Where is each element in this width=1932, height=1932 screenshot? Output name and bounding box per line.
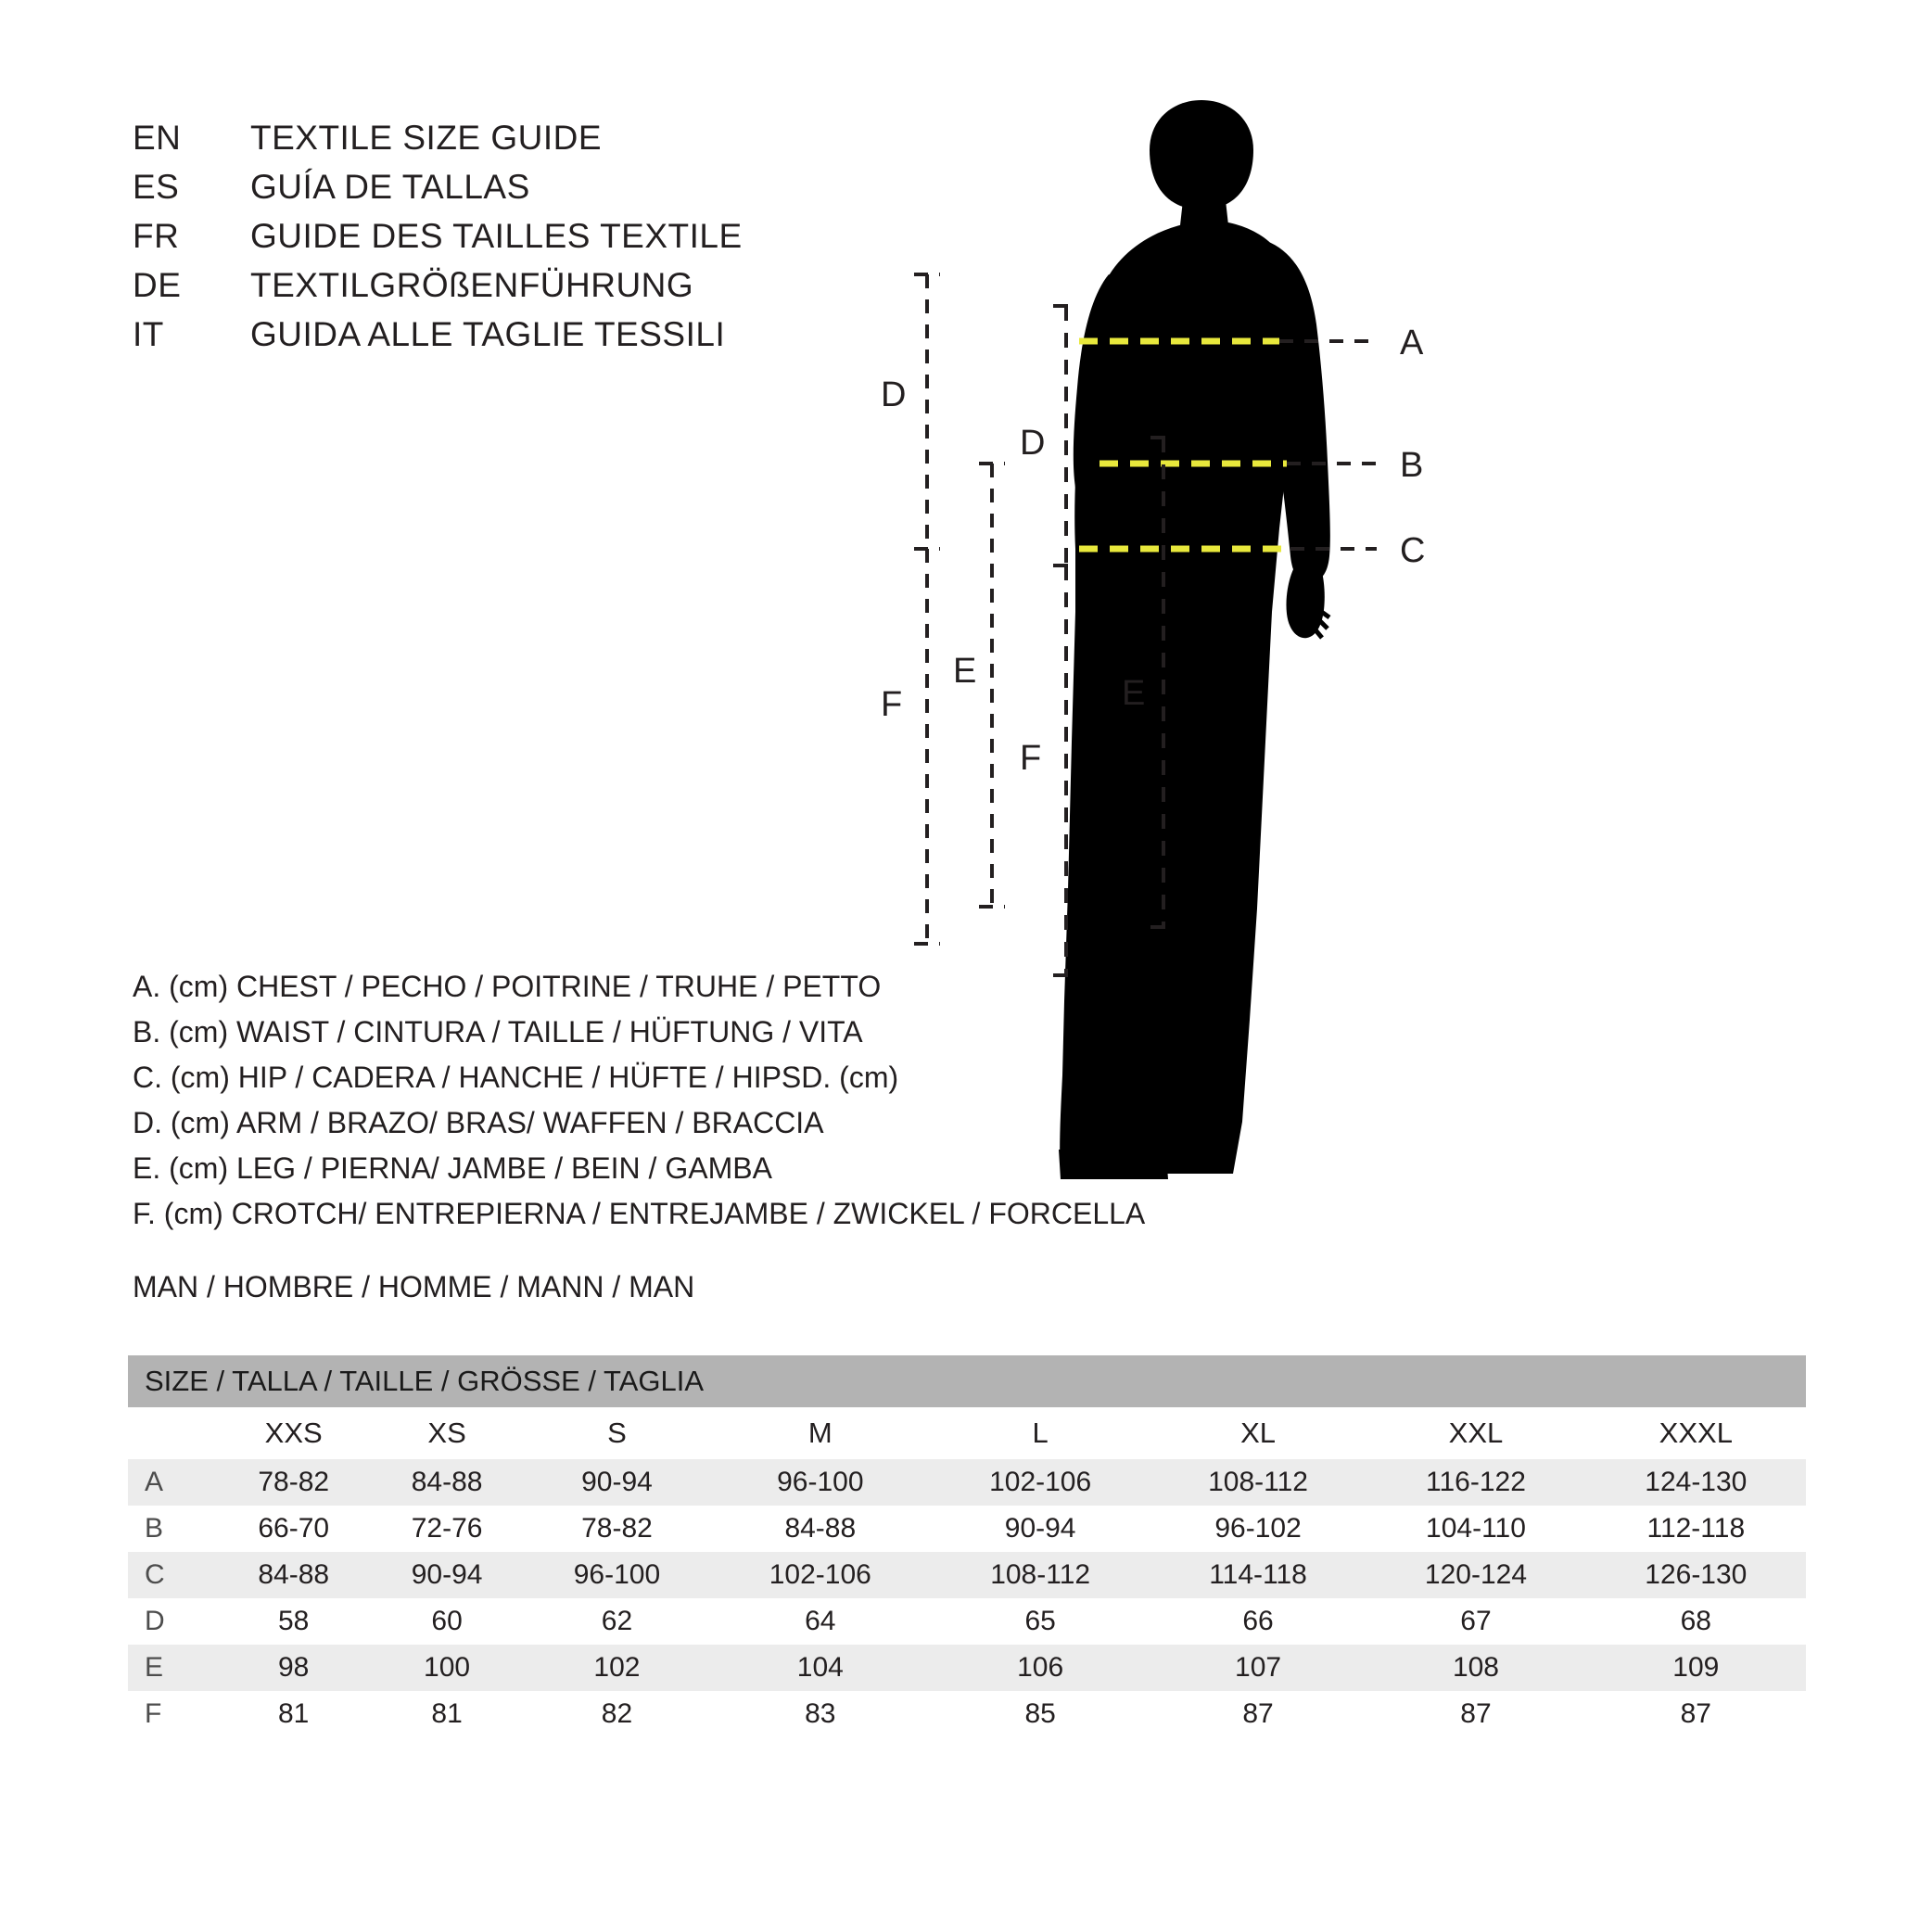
bracket-label-f: F [881,685,903,724]
bracket-label-e: E [953,652,977,691]
cell-b-m: 84-88 [710,1506,930,1552]
measurement-legend [133,964,1145,1237]
cell-c-xxl: 120-124 [1366,1552,1585,1598]
cell-b-xl: 96-102 [1150,1506,1366,1552]
cell-d-xs: 60 [370,1598,523,1645]
table-header-band [128,1355,1806,1407]
title-row-es [133,168,743,217]
cell-c-s: 96-100 [524,1552,710,1598]
cell-c-xxxl: 126-130 [1586,1552,1806,1598]
legend-item-d: D. (cm) ARM / BRAZO/ BRAS/ WAFFEN / BRACCIA [133,1106,824,1139]
title-text-fr: GUIDE DES TAILLES TEXTILE [250,217,743,255]
cell-c-xxs: 84-88 [217,1552,370,1598]
cell-f-xxs: 81 [217,1691,370,1737]
cell-f-l: 85 [930,1691,1150,1737]
table-row-e [128,1645,1806,1691]
cell-f-m: 83 [710,1691,930,1737]
cell-d-xl: 66 [1150,1598,1366,1645]
cell-a-xxs: 78-82 [217,1459,370,1506]
title-text-es: GUÍA DE TALLAS [250,168,530,206]
bracket-overlay [1020,278,1261,1205]
gender-label: MAN / HOMBRE / HOMME / MANN / MAN [133,1270,695,1303]
table-header-label: SIZE / TALLA / TAILLE / GRÖSSE / TAGLIA [128,1355,1806,1407]
bracket-e-label: E [1122,674,1146,713]
row-letter-a: A [128,1459,217,1506]
cell-d-xxl: 67 [1366,1598,1585,1645]
size-header-xxxl: XXXL [1586,1407,1806,1459]
title-row-de [133,266,743,315]
table-row-a [128,1459,1806,1506]
bracket-d [914,274,940,549]
cell-d-xxs: 58 [217,1598,370,1645]
cell-a-s: 90-94 [524,1459,710,1506]
bracket-d-label: D [1020,424,1046,463]
cell-a-xxl: 116-122 [1366,1459,1585,1506]
cell-c-xl: 114-118 [1150,1552,1366,1598]
bracket-e [979,464,1005,907]
cell-d-s: 62 [524,1598,710,1645]
cell-b-xxxl: 112-118 [1586,1506,1806,1552]
cell-e-l: 106 [930,1645,1150,1691]
title-lang-es: ES [133,168,180,206]
row-letter-e: E [128,1645,217,1691]
title-row-it [133,315,743,364]
cell-a-m: 96-100 [710,1459,930,1506]
title-lang-fr: FR [133,217,180,255]
cell-e-xs: 100 [370,1645,523,1691]
bracket-d-line [1053,306,1079,566]
size-header-xl: XL [1150,1407,1366,1459]
row-letter-b: B [128,1506,217,1552]
legend-item-e: E. (cm) LEG / PIERNA/ JAMBE / BEIN / GAMBA [133,1151,772,1185]
table-row-d [128,1598,1806,1645]
size-header-l: L [930,1407,1150,1459]
title-text-de: TEXTILGRÖßENFÜHRUNG [250,266,694,304]
cell-a-l: 102-106 [930,1459,1150,1506]
size-header-xxl: XXL [1366,1407,1585,1459]
size-header-xs: XS [370,1407,523,1459]
title-lang-de: DE [133,266,182,304]
title-lang-en: EN [133,119,182,157]
title-lang-it: IT [133,315,164,353]
cell-d-m: 64 [710,1598,930,1645]
size-table [128,1355,1806,1737]
table-row-c [128,1552,1806,1598]
cell-b-xxs: 66-70 [217,1506,370,1552]
size-header-m: M [710,1407,930,1459]
legend-item-c: C. (cm) HIP / CADERA / HANCHE / HÜFTE / HIPSD. (cm) [133,1061,899,1094]
title-text-en: TEXTILE SIZE GUIDE [250,119,603,157]
cell-f-xs: 81 [370,1691,523,1737]
legend-item-b: B. (cm) WAIST / CINTURA / TAILLE / HÜFTUNG / VITA [133,1015,863,1049]
cell-d-xxxl: 68 [1586,1598,1806,1645]
bracket-f-line [1053,566,1079,975]
marker-label-c: C [1400,531,1426,570]
table-row-f [128,1691,1806,1737]
marker-label-a: A [1400,324,1424,362]
bracket-label-d: D [881,375,907,414]
cell-f-xl: 87 [1150,1691,1366,1737]
cell-a-xl: 108-112 [1150,1459,1366,1506]
cell-e-xxs: 98 [217,1645,370,1691]
legend-item-f: F. (cm) CROTCH/ ENTREPIERNA / ENTREJAMBE / ZWICKEL / FORCELLA [133,1197,1146,1230]
bracket-e-line [1150,438,1176,927]
cell-a-xxxl: 124-130 [1586,1459,1806,1506]
size-header-xxs: XXS [217,1407,370,1459]
cell-f-xxl: 87 [1366,1691,1585,1737]
row-letter-c: C [128,1552,217,1598]
cell-a-xs: 84-88 [370,1459,523,1506]
bracket-f-label: F [1020,739,1042,778]
table-corner-cell [128,1407,217,1459]
cell-f-xxxl: 87 [1586,1691,1806,1737]
row-letter-f: F [128,1691,217,1737]
cell-c-xs: 90-94 [370,1552,523,1598]
title-row-fr [133,217,743,266]
cell-b-xs: 72-76 [370,1506,523,1552]
cell-e-s: 102 [524,1645,710,1691]
cell-c-m: 102-106 [710,1552,930,1598]
cell-f-s: 82 [524,1691,710,1737]
cell-b-s: 78-82 [524,1506,710,1552]
size-header-s: S [524,1407,710,1459]
cell-d-l: 65 [930,1598,1150,1645]
title-text-it: GUIDA ALLE TAGLIE TESSILI [250,315,726,353]
table-size-header-row [128,1407,1806,1459]
legend-item-a: A. (cm) CHEST / PECHO / POITRINE / TRUHE / PETTO [133,970,882,1003]
table-row-b [128,1506,1806,1552]
cell-e-xxxl: 109 [1586,1645,1806,1691]
cell-b-xxl: 104-110 [1366,1506,1585,1552]
cell-e-xl: 107 [1150,1645,1366,1691]
title-row-en [133,119,743,168]
title-block [133,119,743,364]
cell-e-m: 104 [710,1645,930,1691]
cell-c-l: 108-112 [930,1552,1150,1598]
bracket-f [914,549,940,944]
cell-e-xxl: 108 [1366,1645,1585,1691]
marker-label-b: B [1400,446,1424,485]
cell-b-l: 90-94 [930,1506,1150,1552]
row-letter-d: D [128,1598,217,1645]
